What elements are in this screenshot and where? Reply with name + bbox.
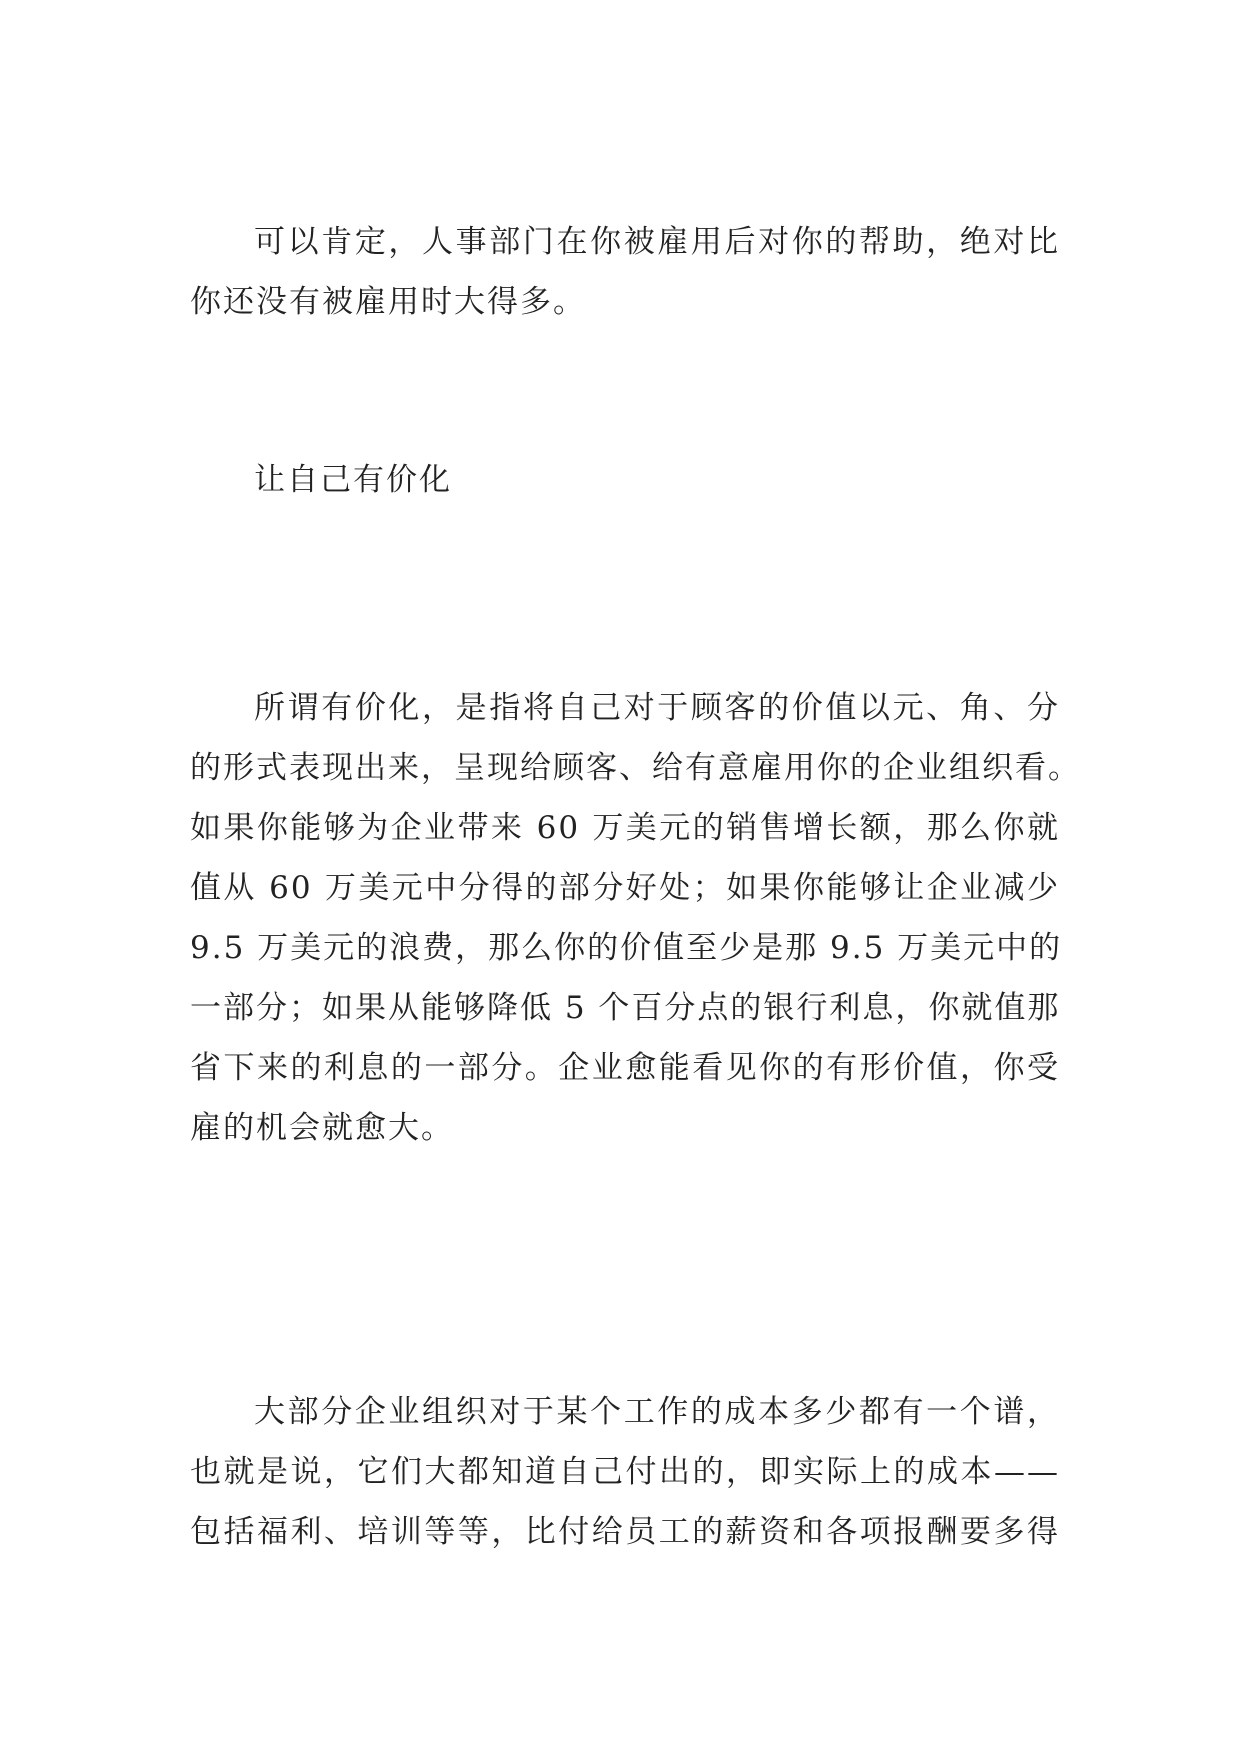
paragraph-2-line-4: 值从 60 万美元中分得的部分好处；如果你能够让企业减少 <box>190 870 1060 906</box>
paragraph-1-line-2: 你还没有被雇用时大得多。 <box>190 284 586 320</box>
paragraph-2-line-3: 如果你能够为企业带来 60 万美元的销售增长额，那么你就 <box>190 810 1060 846</box>
section-heading: 让自己有价化 <box>254 462 452 498</box>
paragraph-2-line-8: 雇的机会就愈大。 <box>190 1110 454 1146</box>
paragraph-3-line-1: 大部分企业组织对于某个工作的成本多少都有一个谱， <box>254 1394 1060 1430</box>
paragraph-2-line-2: 的形式表现出来，呈现给顾客、给有意雇用你的企业组织看。 <box>190 750 1081 786</box>
paragraph-3-line-3: 包括福利、培训等等，比付给员工的薪资和各项报酬要多得 <box>190 1514 1060 1550</box>
paragraph-2-line-5: 9.5 万美元的浪费，那么你的价值至少是那 9.5 万美元中的 <box>190 930 1063 966</box>
paragraph-2-line-1: 所谓有价化，是指将自己对于顾客的价值以元、角、分 <box>254 690 1060 726</box>
paragraph-3-line-2: 也就是说，它们大都知道自己付出的，即实际上的成本—— <box>190 1454 1060 1490</box>
paragraph-2-line-7: 省下来的利息的一部分。企业愈能看见你的有形价值，你受 <box>190 1050 1060 1086</box>
paragraph-1-line-1: 可以肯定，人事部门在你被雇用后对你的帮助，绝对比 <box>254 224 1060 260</box>
paragraph-2-line-6: 一部分；如果从能够降低 5 个百分点的银行利息，你就值那 <box>190 990 1061 1026</box>
